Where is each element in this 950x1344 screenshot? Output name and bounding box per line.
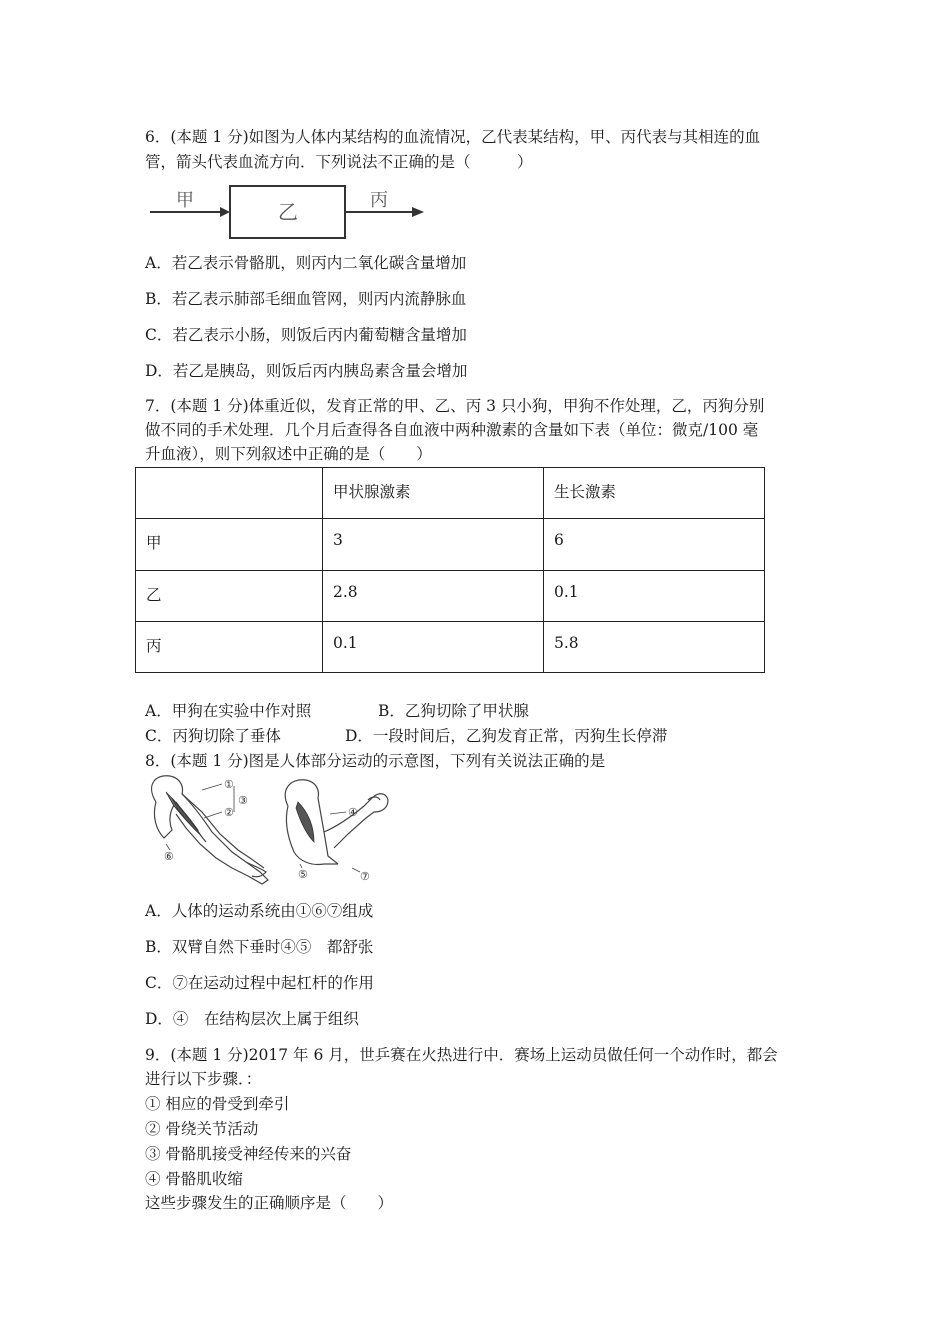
q6-stem-line2: 管，箭头代表血流方向．下列说法不正确的是（ ） bbox=[145, 153, 533, 171]
extended-arm-drawing bbox=[152, 776, 268, 884]
table-cell: 乙 bbox=[136, 570, 323, 621]
q6-stem-line1: 6．(本题 1 分)如图为人体内某结构的血流情况，乙代表某结构，甲、丙代表与其相连的血 bbox=[145, 128, 761, 146]
q6-option-d[interactable]: D．若乙是胰岛，则饭后丙内胰岛素含量会增加 bbox=[145, 362, 468, 380]
figure-label: ⑤ bbox=[298, 868, 308, 881]
figure-label: ② bbox=[224, 806, 234, 819]
table-cell: 0.1 bbox=[544, 570, 765, 621]
q7-stem-line2: 做不同的手术处理．几个月后查得各自血液中两种激素的含量如下表（单位：微克/100 毫 bbox=[145, 421, 759, 439]
blood-flow-diagram bbox=[148, 180, 438, 240]
q6-option-c[interactable]: C．若乙表示小肠，则饭后丙内葡萄糖含量增加 bbox=[145, 326, 467, 344]
table-cell: 甲 bbox=[136, 519, 323, 570]
table-cell: 0.1 bbox=[323, 621, 544, 672]
q9-step-2: ② 骨绕关节活动 bbox=[145, 1120, 259, 1138]
table-cell: 2.8 bbox=[323, 570, 544, 621]
table-cell: 5.8 bbox=[544, 621, 765, 672]
vessel-label-bing: 丙 bbox=[370, 190, 388, 211]
hormone-table bbox=[135, 467, 765, 673]
table-row bbox=[136, 519, 765, 570]
q9-stem-line1: 9．(本题 1 分)2017 年 6 月，世乒赛在火热进行中．赛场上运动员做任何一个动作时，都会 bbox=[145, 1046, 778, 1064]
q8-option-d[interactable]: D．④ 在结构层次上属于组织 bbox=[145, 1010, 359, 1028]
q8-option-a[interactable]: A．人体的运动系统由①⑥⑦组成 bbox=[145, 902, 374, 920]
q9-question-line: 这些步骤发生的正确顺序是（ ） bbox=[145, 1194, 394, 1212]
q9-step-1: ① 相应的骨受到牵引 bbox=[145, 1095, 290, 1113]
table-header-cell: 甲状腺激素 bbox=[323, 468, 544, 519]
q8-stem-line1: 8．(本题 1 分)图是人体部分运动的示意图，下列有关说法正确的是 bbox=[145, 752, 606, 770]
figure-label: ⑦ bbox=[360, 870, 370, 883]
structure-label-yi: 乙 bbox=[278, 200, 298, 224]
leader-line-4 bbox=[330, 812, 346, 814]
table-header-cell: 生长激素 bbox=[544, 468, 765, 519]
q7-option-d[interactable]: D．一段时间后，乙狗发育正常，丙狗生长停滞 bbox=[345, 727, 668, 745]
arrow-in-head bbox=[220, 207, 230, 217]
q9-stem-line2: 进行以下步骤．： bbox=[145, 1070, 262, 1088]
figure-label: ④ bbox=[348, 806, 358, 819]
figure-label: ③ bbox=[238, 794, 248, 807]
q7-stem-line3: 升血液），则下列叙述中正确的是（ ） bbox=[145, 445, 432, 463]
vessel-label-jia: 甲 bbox=[176, 190, 194, 211]
arrow-out-head bbox=[412, 207, 424, 217]
leader-line-7 bbox=[352, 868, 360, 872]
q6-option-b[interactable]: B．若乙表示肺部毛细血管网，则丙内流静脉血 bbox=[145, 290, 467, 308]
table-header-cell bbox=[136, 468, 323, 519]
q9-step-3: ③ 骨骼肌接受神经传来的兴奋 bbox=[145, 1145, 352, 1163]
q6-option-a[interactable]: A．若乙表示骨骼肌，则丙内二氧化碳含量增加 bbox=[145, 254, 467, 272]
table-row bbox=[136, 570, 765, 621]
q9-step-4: ④ 骨骼肌收缩 bbox=[145, 1170, 243, 1188]
figure-label: ① bbox=[224, 778, 234, 791]
table-cell: 3 bbox=[323, 519, 544, 570]
right-biceps-shape bbox=[296, 802, 314, 842]
table-header-row bbox=[136, 468, 765, 519]
q8-option-c[interactable]: C．⑦在运动过程中起杠杆的作用 bbox=[145, 974, 374, 992]
q8-option-b[interactable]: B．双臂自然下垂时④⑤ 都舒张 bbox=[145, 938, 374, 956]
q7-option-a[interactable]: A．甲狗在实验中作对照 bbox=[145, 702, 312, 720]
table-cell: 6 bbox=[544, 519, 765, 570]
table-cell: 丙 bbox=[136, 621, 323, 672]
q7-stem-line1: 7．(本题 1 分)体重近似，发育正常的甲、乙、丙 3 只小狗，甲狗不作处理，乙，丙狗分别 bbox=[145, 397, 765, 415]
leader-line-1 bbox=[202, 784, 222, 790]
leader-line-2 bbox=[204, 812, 222, 818]
flexed-arm-drawing bbox=[285, 780, 388, 865]
figure-label: ⑥ bbox=[164, 850, 174, 863]
q7-option-b[interactable]: B．乙狗切除了甲状腺 bbox=[378, 702, 529, 720]
table-row bbox=[136, 621, 765, 672]
q7-option-c[interactable]: C．丙狗切除了垂体 bbox=[145, 727, 281, 745]
arm-movement-figure bbox=[142, 772, 394, 890]
